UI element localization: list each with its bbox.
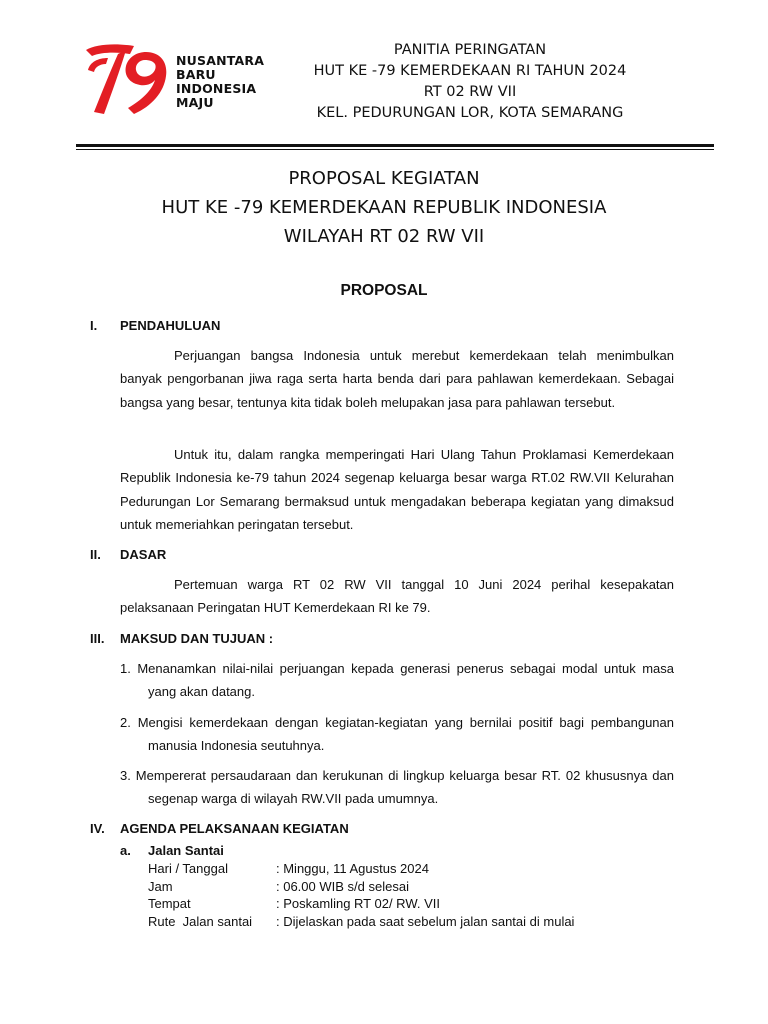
agenda-label: Tempat: [148, 896, 191, 911]
section-heading-agenda: [90, 821, 349, 836]
subsection-number: a.: [120, 843, 131, 858]
section-number: III.: [90, 631, 105, 646]
section-heading-dasar: [90, 547, 166, 562]
logo-mark-icon: [82, 40, 174, 120]
agenda-value: : Dijelaskan pada saat sebelum jalan santai di mulai: [276, 913, 575, 929]
agenda-value: : 06.00 WIB s/d selesai: [276, 878, 409, 894]
committee-line-4: KEL. PEDURUNGAN LOR, KOTA SEMARANG: [316, 105, 624, 121]
logo-line-3: INDONESIA: [176, 81, 257, 96]
section-heading-maksud-tujuan: [90, 631, 273, 646]
agenda-label: Rute Jalan santai: [148, 913, 253, 929]
logo-text: [176, 54, 264, 110]
proposal-label: PROPOSAL: [340, 282, 428, 299]
hut-ri-79-logo: [82, 40, 272, 120]
committee-header: [290, 40, 650, 124]
agenda-label: Hari / Tanggal: [148, 861, 228, 876]
header-divider-thin: [76, 149, 714, 150]
agenda-label: Jam: [148, 878, 173, 894]
committee-line-2: HUT KE -79 KEMERDEKAAN RI TAHUN 2024: [313, 63, 627, 79]
section-heading-pendahuluan: [90, 318, 220, 333]
agenda-row: [148, 913, 574, 931]
paragraph-dasar: Pertemuan warga RT 02 RW VII tanggal 10 Juni 2024 perihal kesepakatan pelaksanaan Peringatan HUT Kemerdekaan RI ke 79.: [120, 577, 674, 616]
committee-line-1: PANITIA PERINGATAN: [393, 42, 547, 58]
agenda-details: [148, 860, 574, 930]
list-item: 2. Mengisi kemerdekaan dengan kegiatan-kegiatan yang bernilai positif bagi pembangunan manusia Indonesia seutuhnya.: [120, 715, 674, 753]
section-title: AGENDA PELAKSANAAN KEGIATAN: [120, 821, 349, 836]
section-title: PENDAHULUAN: [120, 318, 221, 333]
title-line-3: WILAYAH RT 02 RW VII: [283, 226, 485, 247]
title-line-1: PROPOSAL KEGIATAN: [288, 168, 480, 189]
agenda-row: [148, 895, 574, 913]
section-number: IV.: [90, 821, 105, 836]
logo-line-4: MAJU: [176, 95, 214, 110]
section-title: DASAR: [120, 547, 167, 562]
list-item: 1. Menanamkan nilai-nilai perjuangan kepada generasi penerus sebagai modal untuk masa yang akan datang.: [120, 661, 674, 699]
paragraph-pendahuluan-1: Perjuangan bangsa Indonesia untuk merebut kemerdekaan telah menimbulkan banyak pengorbanan jiwa raga serta harta benda dari para pahlawan kemerdekaan. Sebagai bangsa yang besar, tentunya kita tidak boleh melupakan jasa para pahlawan tersebut.: [120, 348, 674, 410]
agenda-value: : Poskamling RT 02/ RW. VII: [276, 896, 441, 911]
section-title: MAKSUD DAN TUJUAN :: [120, 631, 274, 646]
subsection-title: Jalan Santai: [148, 843, 224, 858]
section-number: II.: [90, 547, 101, 562]
paragraph-pendahuluan-2: Untuk itu, dalam rangka memperingati Hari Ulang Tahun Proklamasi Kemerdekaan Republik Indonesia ke-79 tahun 2024 segenap keluarga besar warga RT.02 RW.VII Kelurahan Pedurungan Lor Semarang bermaksud untuk mengadakan beberapa kegiatan yang dimaksud untuk memeriahkan peringatan tersebut.: [120, 447, 674, 532]
agenda-row: [148, 860, 574, 878]
agenda-row: [148, 878, 574, 896]
header-divider-thick: [76, 144, 714, 147]
title-line-2: HUT KE -79 KEMERDEKAAN REPUBLIK INDONESIA: [161, 197, 607, 218]
subsection-heading-jalan-santai: [120, 843, 224, 858]
list-item: 3. Mempererat persaudaraan dan kerukunan di lingkup keluarga besar RT. 02 khususnya dan segenap warga di wilayah RW.VII pada umumnya.: [120, 768, 674, 806]
section-number: I.: [90, 318, 98, 333]
document-title: [76, 164, 692, 251]
agenda-value: : Minggu, 11 Agustus 2024: [276, 861, 429, 876]
logo-line-1: NUSANTARA: [176, 53, 265, 68]
logo-line-2: BARU: [176, 67, 216, 82]
committee-line-3: RT 02 RW VII: [423, 84, 517, 100]
